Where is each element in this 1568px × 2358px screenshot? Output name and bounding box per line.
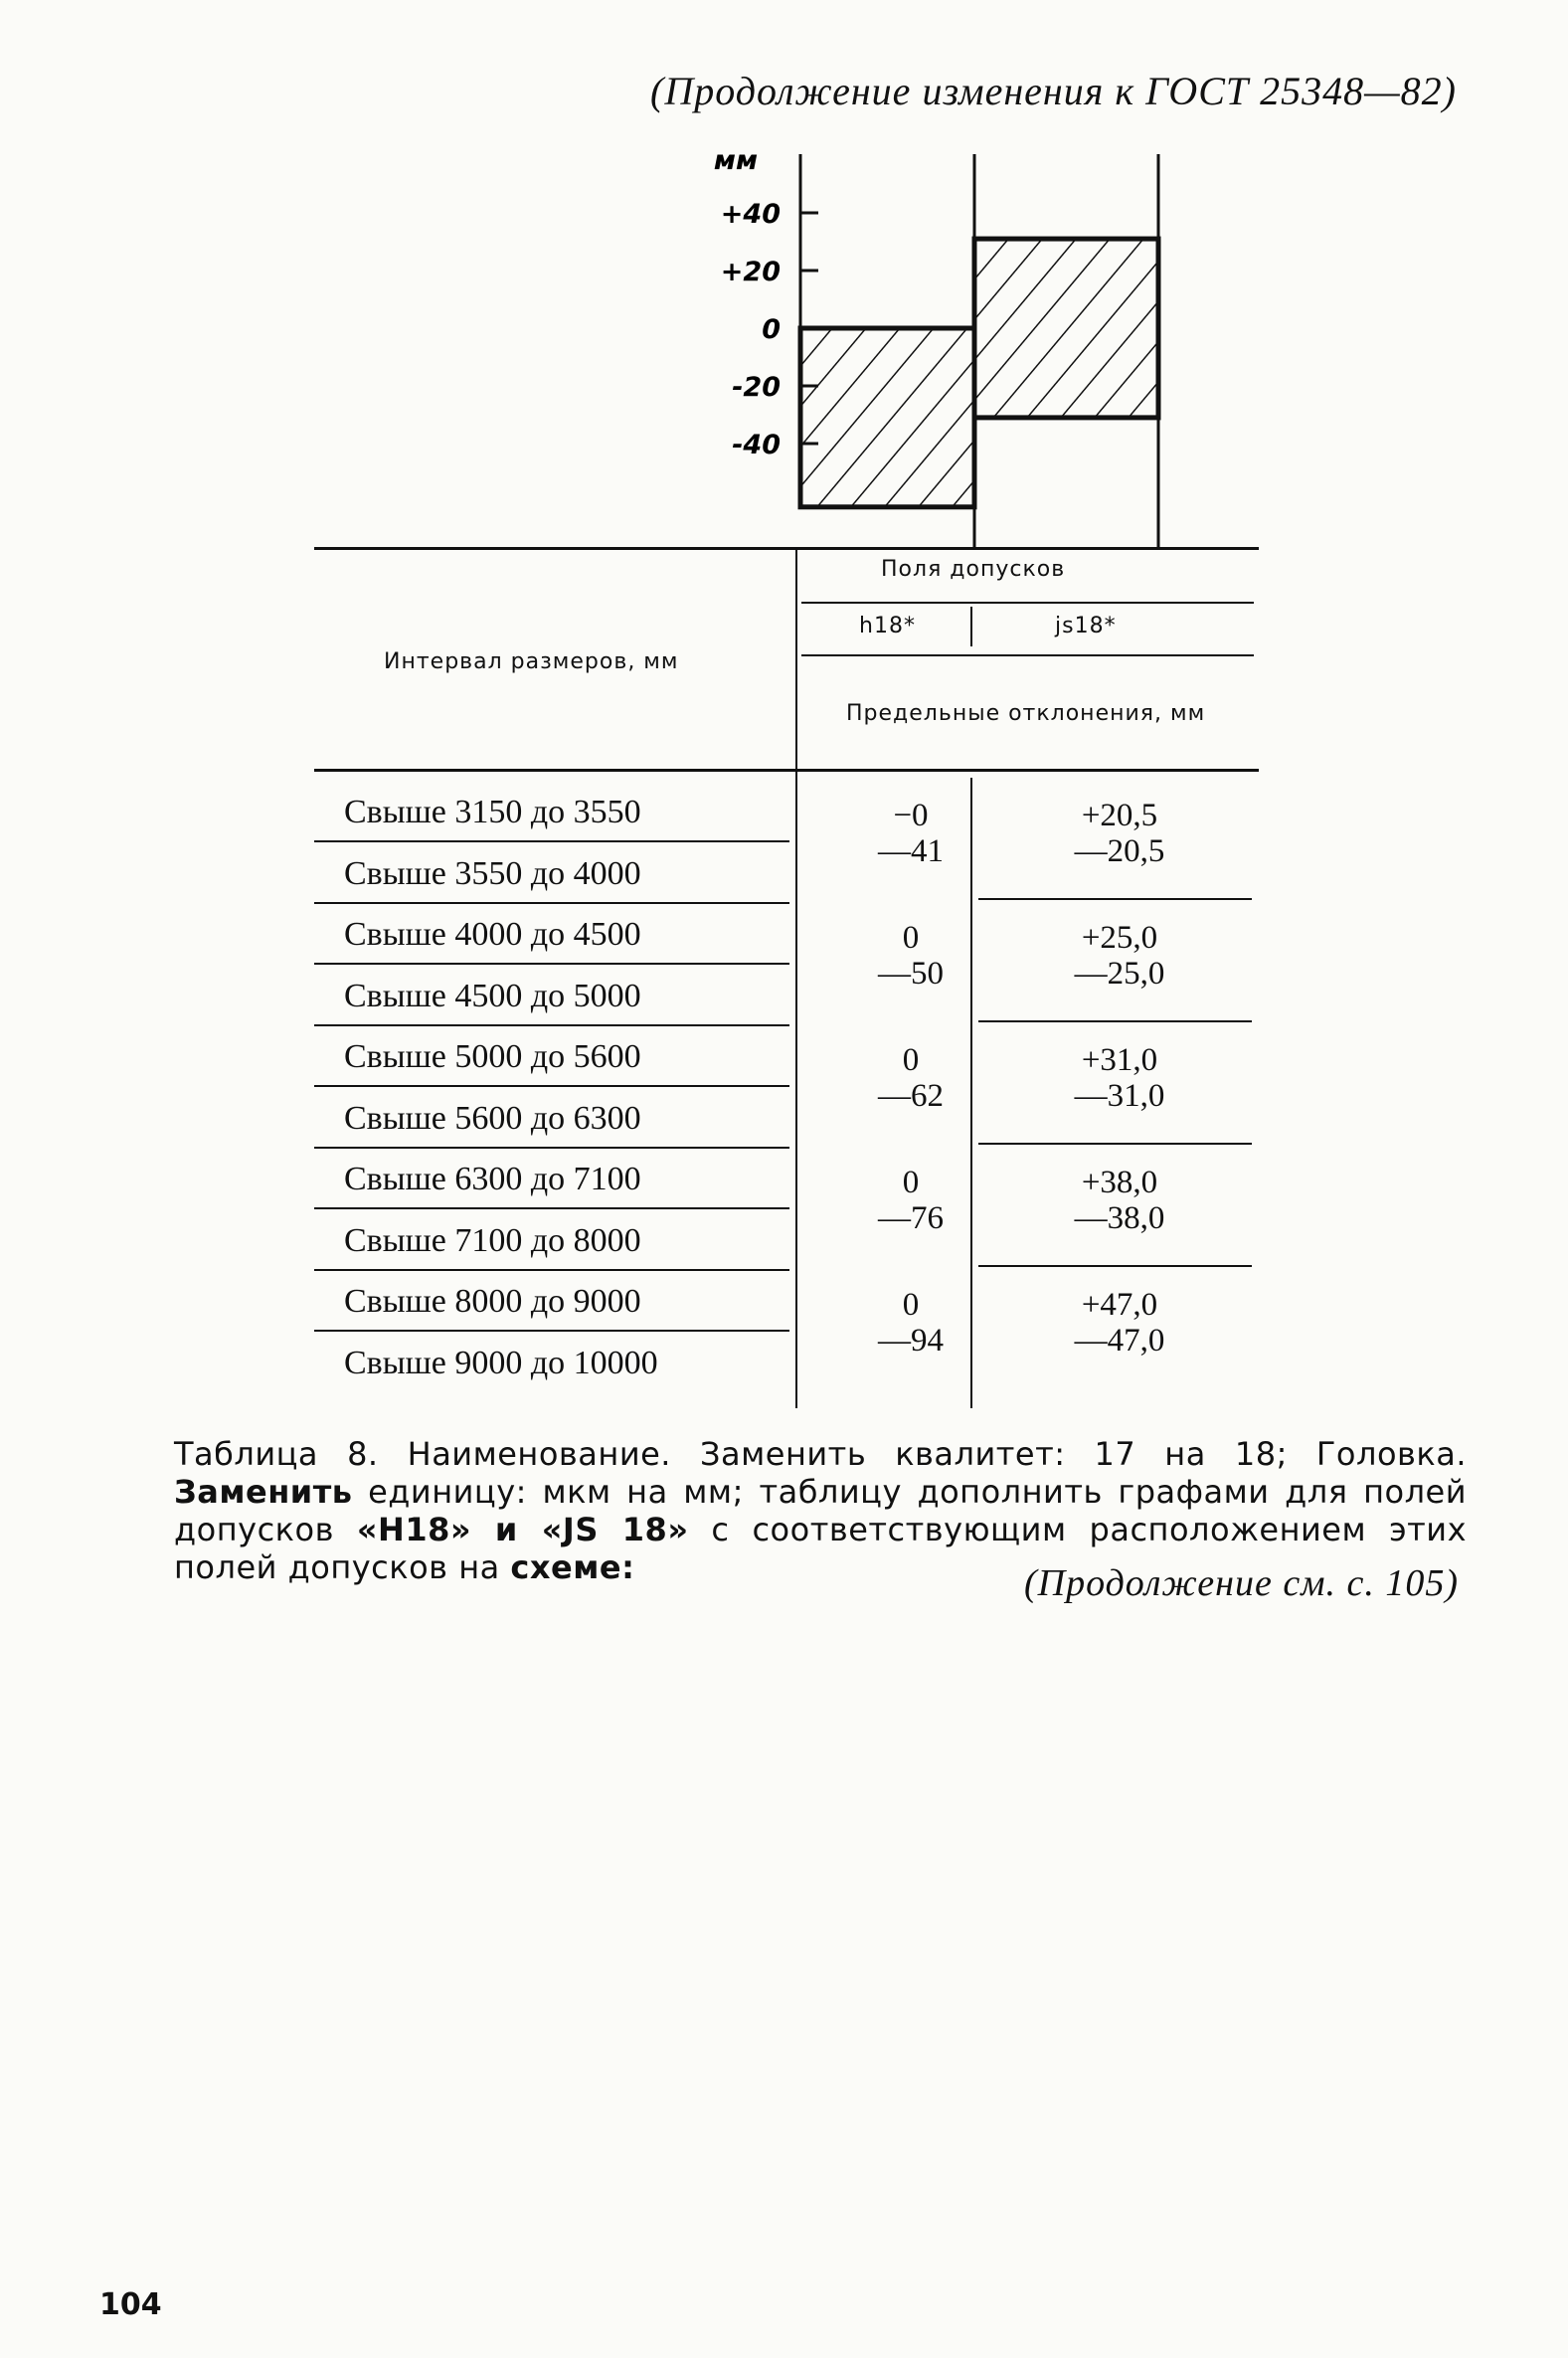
h18-deviation-cell: [851, 1042, 970, 1114]
h18-lower: —94: [878, 1323, 944, 1359]
axis-tick-label: +20: [720, 257, 781, 287]
group-header-rule: [801, 602, 1254, 604]
interval-row-rule: [314, 1330, 789, 1332]
js18-upper: +47,0: [1081, 1287, 1158, 1323]
js18-group-rule: [978, 1143, 1252, 1145]
interval-row-rule: [314, 1085, 789, 1087]
group-header: Поля допусков: [881, 557, 1066, 582]
tolerance-field-h18: [800, 328, 974, 507]
axis-tick-label: 0: [762, 314, 781, 345]
page-header: (Продолжение изменения к ГОСТ 25348—82): [650, 69, 1457, 113]
js18-lower: —20,5: [1074, 833, 1165, 869]
table-col1-divider: [795, 547, 797, 1408]
note-text-3: с соответствующим расположением этих полей допусков на: [174, 1511, 1467, 1586]
interval-row-rule: [314, 1207, 789, 1209]
js18-upper: +38,0: [1081, 1165, 1158, 1200]
h18-upper: 0: [902, 1042, 920, 1078]
h18-deviation-cell: [851, 798, 970, 869]
h18-lower: —76: [878, 1200, 944, 1236]
axis-tick-label: -40: [732, 430, 781, 460]
interval-cell: Свыше 7100 до 8000: [344, 1221, 641, 1259]
subheader-rule: [801, 654, 1254, 656]
col1-header: Интервал размеров, мм: [384, 649, 679, 674]
h18-lower: —41: [878, 833, 944, 869]
interval-row-rule: [314, 840, 789, 842]
tolerance-scheme: [686, 139, 1283, 557]
subheader-divider: [970, 607, 972, 646]
interval-cell: Свыше 8000 до 9000: [344, 1283, 641, 1320]
interval-cell: Свыше 5000 до 5600: [344, 1038, 641, 1075]
js18-deviation-cell: [1040, 1042, 1199, 1114]
note-text-1: Таблица 8. Наименование. Заменить квалитет: 17 на 18; Головка.: [174, 1435, 1467, 1473]
js18-deviation-cell: [1040, 798, 1199, 869]
interval-row-rule: [314, 1269, 789, 1271]
h18-upper: 0: [902, 1287, 920, 1323]
js18-deviation-cell: [1040, 920, 1199, 992]
tolerance-field-js18: [974, 239, 1158, 418]
axis-unit-label: мм: [713, 145, 759, 176]
js18-lower: —38,0: [1074, 1200, 1165, 1236]
note-text-2: единицу: мкм на мм; таблицу дополнить графами для полей допусков: [174, 1473, 1467, 1548]
note-bold-3: схеме:: [510, 1548, 635, 1586]
interval-row-rule: [314, 1024, 789, 1026]
note-bold-2: «H18» и «JS 18»: [356, 1511, 689, 1548]
js18-deviation-cell: [1040, 1287, 1199, 1359]
col2-divider: [970, 778, 972, 1408]
h18-upper: 0: [902, 1165, 920, 1200]
js18-deviation-cell: [1040, 1165, 1199, 1236]
js18-lower: —31,0: [1074, 1078, 1165, 1114]
interval-cell: Свыше 3150 до 3550: [344, 794, 641, 830]
interval-row-rule: [314, 963, 789, 965]
interval-row-rule: [314, 1147, 789, 1149]
js18-group-rule: [978, 898, 1252, 900]
note-bold-1: Заменить: [174, 1473, 353, 1511]
subheader-js18: js18*: [1055, 614, 1117, 638]
js18-group-rule: [978, 1265, 1252, 1267]
interval-cell: Свыше 4500 до 5000: [344, 977, 641, 1014]
js18-upper: +25,0: [1081, 920, 1158, 956]
units-header: Предельные отклонения, мм: [846, 701, 1206, 726]
js18-upper: +20,5: [1081, 798, 1158, 833]
h18-upper: 0: [902, 920, 920, 956]
interval-cell: Свыше 4000 до 4500: [344, 916, 641, 953]
header-bottom-rule: [314, 769, 1259, 772]
interval-cell: Свыше 3550 до 4000: [344, 854, 641, 892]
h18-lower: —62: [878, 1078, 944, 1114]
axis-tick-label: -20: [732, 372, 781, 403]
interval-cell: Свыше 6300 до 7100: [344, 1161, 641, 1197]
js18-upper: +31,0: [1081, 1042, 1158, 1078]
axis-tick-label: +40: [720, 199, 781, 230]
page-number: 104: [99, 2287, 162, 2322]
js18-group-rule: [978, 1020, 1252, 1022]
table-top-rule: [314, 547, 1259, 550]
tolerance-table: [314, 547, 1259, 1408]
h18-lower: —50: [878, 956, 944, 992]
h18-deviation-cell: [851, 1165, 970, 1236]
interval-cell: Свыше 5600 до 6300: [344, 1099, 641, 1137]
interval-cell: Свыше 9000 до 10000: [344, 1344, 658, 1381]
subheader-h18: h18*: [859, 614, 916, 638]
tolerance-diagram-svg: [686, 139, 1283, 557]
js18-lower: —25,0: [1074, 956, 1165, 992]
h18-deviation-cell: [851, 1287, 970, 1359]
continuation-note: (Продолжение см. с. 105): [1023, 1562, 1459, 1604]
h18-deviation-cell: [851, 920, 970, 992]
interval-row-rule: [314, 902, 789, 904]
h18-upper: −0: [893, 798, 929, 833]
js18-lower: —47,0: [1074, 1323, 1165, 1359]
